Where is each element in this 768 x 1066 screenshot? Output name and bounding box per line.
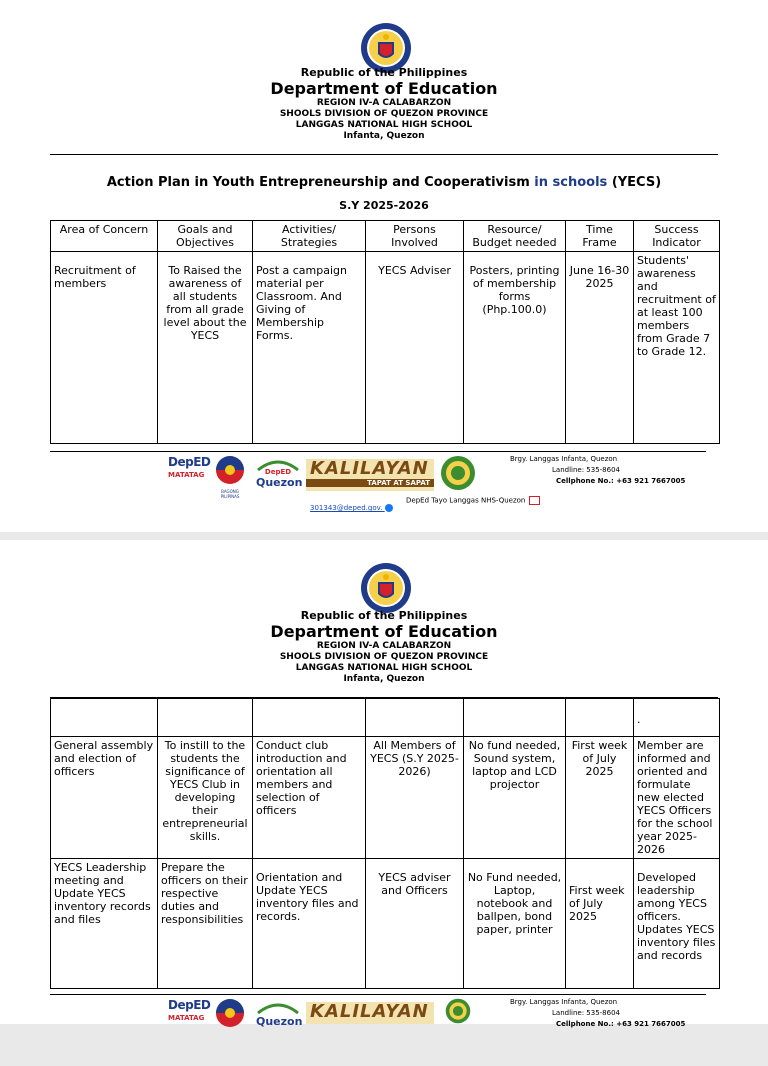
action-plan-table bbox=[50, 220, 720, 444]
republic-line: Republic of the Philippines bbox=[300, 609, 468, 622]
facebook-label: DepEd Tayo Langgas NHS-Quezon bbox=[406, 496, 526, 505]
deped-quezon-logo bbox=[256, 1000, 303, 1028]
table-cell: Prepare the officers on their respective duties and responsibilities bbox=[158, 859, 253, 989]
matatag-logo-text: MATATAG bbox=[168, 1014, 205, 1022]
table-cell bbox=[366, 699, 464, 737]
table-row bbox=[51, 737, 720, 859]
table-row bbox=[51, 699, 720, 737]
table-cell bbox=[158, 699, 253, 737]
quezon-text: Quezon bbox=[256, 476, 303, 489]
header-cell: Area of Concern bbox=[51, 221, 158, 252]
header-cell: Success Indicator bbox=[634, 221, 720, 252]
footer-landline: Landline: 535-8604 bbox=[552, 1009, 620, 1017]
quezon-text: Quezon bbox=[256, 1015, 303, 1028]
document-title bbox=[0, 175, 768, 190]
table-cell bbox=[253, 699, 366, 737]
table-row bbox=[51, 252, 720, 444]
republic-line: Republic of the Philippines bbox=[300, 66, 468, 79]
school-line: LANGGAS NATIONAL HIGH SCHOOL bbox=[295, 120, 473, 130]
title-part-1: Action Plan in Youth Entrepreneurship and Cooperativism bbox=[106, 175, 530, 190]
kalilayan-text: KALILAYAN bbox=[310, 1002, 429, 1022]
location-line: Infanta, Quezon bbox=[343, 131, 425, 141]
deped-matatag-logo bbox=[168, 998, 211, 1036]
table-cell bbox=[464, 699, 566, 737]
department-title: Department of Education bbox=[270, 622, 498, 641]
school-year: S.Y 2025-2026 bbox=[339, 199, 429, 212]
letterhead bbox=[0, 66, 768, 142]
bagong-pilipinas-icon bbox=[213, 455, 247, 485]
kalilayan-logo bbox=[306, 459, 434, 491]
table-cell: Posters, printing of membership forms (Php.100.0) bbox=[464, 252, 566, 444]
table-cell: All Members of YECS (S.Y 2025-2026) bbox=[366, 737, 464, 859]
table-cell: Recruitment of members bbox=[51, 252, 158, 444]
division-line: SHOOLS DIVISION OF QUEZON PROVINCE bbox=[279, 109, 489, 119]
laurel-icon bbox=[256, 1001, 300, 1015]
header-cell: Time Frame bbox=[566, 221, 634, 252]
school-seal-icon bbox=[440, 998, 476, 1024]
table-cell: June 16-30 2025 bbox=[566, 252, 634, 444]
table-cell bbox=[566, 699, 634, 737]
tapat-text: TAPAT AT SAPAT bbox=[306, 479, 434, 487]
deped-logo-text: DepED bbox=[168, 998, 211, 1012]
action-plan-table bbox=[50, 698, 720, 989]
school-seal-icon bbox=[440, 455, 476, 491]
table-cell: No Fund needed, Laptop, notebook and ballpen, bond paper, printer bbox=[464, 859, 566, 989]
table-cell: To instill to the students the significance of YECS Club in developing their entrepreneurial skills. bbox=[158, 737, 253, 859]
bagong-pilipinas-logo bbox=[213, 998, 247, 1036]
footer-email-link[interactable] bbox=[310, 504, 393, 512]
department-title: Department of Education bbox=[270, 79, 498, 98]
footer-divider bbox=[50, 451, 706, 452]
title-part-3: (YECS) bbox=[611, 175, 662, 190]
header-divider bbox=[50, 154, 718, 155]
deped-quezon-logo bbox=[256, 457, 303, 493]
table-cell: Post a campaign material per Classroom. And Giving of Membership Forms. bbox=[253, 252, 366, 444]
matatag-logo-text: MATATAG bbox=[168, 471, 205, 479]
footer-facebook[interactable] bbox=[406, 496, 540, 505]
document-page-1 bbox=[0, 0, 768, 532]
kalilayan-logo bbox=[306, 1002, 434, 1024]
table-cell: Students' awareness and recruitment of at least 100 members from Grade 7 to Grade 12. bbox=[634, 252, 720, 444]
kalilayan-text: KALILAYAN bbox=[310, 458, 429, 479]
deped-matatag-logo bbox=[168, 455, 211, 493]
email-text: 301343@deped.gov. bbox=[310, 504, 383, 512]
document-page-2 bbox=[0, 540, 768, 1028]
table-cell: YECS adviser and Officers bbox=[366, 859, 464, 989]
footer bbox=[0, 996, 768, 1066]
letterhead bbox=[0, 609, 768, 685]
school-line: LANGGAS NATIONAL HIGH SCHOOL bbox=[295, 663, 473, 673]
table-cell: First week of July 2025 bbox=[566, 859, 634, 989]
footer-cellphone: Cellphone No.: +63 921 7667005 bbox=[556, 477, 686, 485]
table-header-row bbox=[51, 221, 720, 252]
quezon-deped-text: DepED bbox=[264, 468, 292, 476]
division-line: SHOOLS DIVISION OF QUEZON PROVINCE bbox=[279, 652, 489, 662]
footer-address: Brgy. Langgas Infanta, Quezon bbox=[510, 455, 618, 463]
table-cell: YECS Adviser bbox=[366, 252, 464, 444]
table-cell: Developed leadership among YECS officers. Updates YECS inventory files and records bbox=[634, 859, 720, 989]
table-cell bbox=[51, 699, 158, 737]
title-part-2: in schools bbox=[534, 175, 608, 190]
table-cell: General assembly and election of officers bbox=[51, 737, 158, 859]
deped-seal-icon bbox=[360, 562, 412, 614]
footer-landline: Landline: 535-8604 bbox=[552, 466, 620, 474]
footer-cellphone: Cellphone No.: +63 921 7667005 bbox=[556, 1020, 686, 1028]
deped-logo-text: DepED bbox=[168, 455, 211, 469]
header-cell: Persons Involved bbox=[366, 221, 464, 252]
header-cell: Activities/ Strategies bbox=[253, 221, 366, 252]
mail-icon bbox=[529, 496, 540, 505]
region-line: REGION IV-A CALABARZON bbox=[316, 98, 452, 108]
bagong-pilipinas-text: BAGONG PILIPINAS bbox=[220, 489, 240, 499]
header-cell: Resource/ Budget needed bbox=[464, 221, 566, 252]
table-cell: . bbox=[634, 699, 720, 737]
table-cell: To Raised the awareness of all students from all grade level about the YECS bbox=[158, 252, 253, 444]
table-row bbox=[51, 859, 720, 989]
facebook-icon bbox=[385, 504, 393, 512]
footer-address: Brgy. Langgas Infanta, Quezon bbox=[510, 998, 618, 1006]
table-cell: Member are informed and oriented and formulate new elected YECS Officers for the school year 2025-2026 bbox=[634, 737, 720, 859]
table-cell: Conduct club introduction and orientation all members and selection of officers bbox=[253, 737, 366, 859]
table-cell: Orientation and Update YECS inventory files and records. bbox=[253, 859, 366, 989]
location-line: Infanta, Quezon bbox=[343, 674, 425, 684]
table-cell: First week of July 2025 bbox=[566, 737, 634, 859]
table-cell: YECS Leadership meeting and Update YECS inventory records and files bbox=[51, 859, 158, 989]
footer-divider bbox=[50, 994, 706, 995]
header-cell: Goals and Objectives bbox=[158, 221, 253, 252]
table-cell: No fund needed, Sound system, laptop and LCD projector bbox=[464, 737, 566, 859]
region-line: REGION IV-A CALABARZON bbox=[316, 641, 452, 651]
bagong-pilipinas-logo bbox=[213, 455, 247, 499]
footer bbox=[0, 453, 768, 523]
